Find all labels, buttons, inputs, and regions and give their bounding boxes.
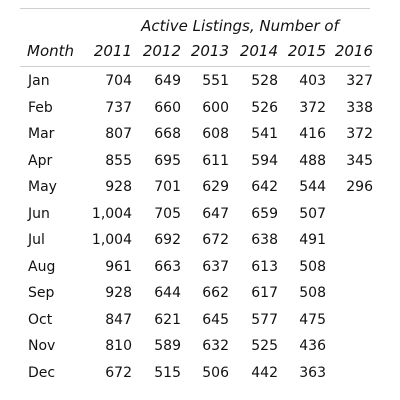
value-cell: 660: [154, 99, 181, 116]
value-cell: 647: [202, 205, 229, 222]
month-cell: Dec: [28, 364, 56, 381]
value-cell: 617: [251, 285, 278, 301]
value-cell: 403: [299, 73, 326, 89]
value-cell: 345: [346, 152, 373, 169]
month-column-header: Month: [27, 42, 75, 60]
value-cell: 701: [154, 179, 181, 195]
value-cell: 508: [299, 285, 326, 301]
value-cell: 692: [154, 232, 181, 248]
year-header-2011: 2011: [93, 42, 132, 60]
value-cell: 1,004: [91, 232, 132, 248]
value-cell: 613: [251, 258, 278, 275]
value-cell: 928: [105, 179, 132, 195]
value-cell: 705: [154, 205, 181, 222]
value-cell: 704: [105, 73, 132, 89]
value-cell: 659: [251, 205, 278, 222]
value-cell: 807: [105, 126, 132, 142]
value-cell: 528: [251, 73, 278, 89]
value-cell: 544: [299, 179, 326, 195]
value-cell: 672: [105, 364, 132, 381]
value-cell: 526: [251, 99, 278, 116]
value-cell: 638: [251, 232, 278, 248]
value-cell: 589: [154, 338, 181, 354]
year-header-2013: 2013: [190, 42, 229, 60]
value-cell: 594: [251, 152, 278, 169]
value-cell: 668: [154, 126, 181, 142]
value-cell: 475: [299, 311, 326, 328]
value-cell: 642: [251, 179, 278, 195]
month-cell: Sep: [28, 285, 55, 301]
month-cell: Feb: [28, 99, 53, 116]
top-divider: [20, 8, 370, 9]
value-cell: 961: [105, 258, 132, 275]
value-cell: 600: [202, 99, 229, 116]
year-header-2014: 2014: [239, 42, 278, 60]
value-cell: 296: [346, 179, 373, 195]
value-cell: 491: [299, 232, 326, 248]
value-cell: 442: [251, 364, 278, 381]
month-cell: May: [28, 179, 57, 195]
value-cell: 608: [202, 126, 229, 142]
month-cell: Mar: [28, 126, 55, 142]
month-cell: Jun: [28, 205, 50, 222]
value-cell: 577: [251, 311, 278, 328]
year-header-2015: 2015: [287, 42, 326, 60]
month-cell: Aug: [28, 258, 56, 275]
value-cell: 629: [202, 179, 229, 195]
month-cell: Jan: [28, 73, 50, 89]
value-cell: 363: [299, 364, 326, 381]
value-cell: 637: [202, 258, 229, 275]
value-cell: 416: [299, 126, 326, 142]
value-cell: 488: [299, 152, 326, 169]
value-cell: 855: [105, 152, 132, 169]
header-divider: [20, 66, 370, 67]
value-cell: 338: [346, 99, 373, 116]
year-header-2016: 2016: [334, 42, 373, 60]
value-cell: 508: [299, 258, 326, 275]
value-cell: 645: [202, 311, 229, 328]
value-cell: 551: [202, 73, 229, 89]
month-cell: Oct: [28, 311, 53, 328]
value-cell: 632: [202, 338, 229, 354]
value-cell: 372: [346, 126, 373, 142]
month-cell: Nov: [28, 338, 56, 354]
value-cell: 525: [251, 338, 278, 354]
table-caption: Active Listings, Number of: [141, 17, 339, 35]
value-cell: 541: [251, 126, 278, 142]
value-cell: 611: [202, 152, 229, 169]
value-cell: 644: [154, 285, 181, 301]
value-cell: 372: [299, 99, 326, 116]
value-cell: 672: [202, 232, 229, 248]
year-header-2012: 2012: [142, 42, 181, 60]
value-cell: 737: [105, 99, 132, 116]
value-cell: 327: [346, 73, 373, 89]
value-cell: 515: [154, 364, 181, 381]
value-cell: 436: [299, 338, 326, 354]
value-cell: 662: [202, 285, 229, 301]
value-cell: 1,004: [91, 205, 132, 222]
month-cell: Jul: [28, 232, 45, 248]
value-cell: 928: [105, 285, 132, 301]
value-cell: 621: [154, 311, 181, 328]
value-cell: 649: [154, 73, 181, 89]
value-cell: 663: [154, 258, 181, 275]
value-cell: 810: [105, 338, 132, 354]
value-cell: 847: [105, 311, 132, 328]
month-cell: Apr: [28, 152, 53, 169]
value-cell: 695: [154, 152, 181, 169]
value-cell: 507: [299, 205, 326, 222]
value-cell: 506: [202, 364, 229, 381]
